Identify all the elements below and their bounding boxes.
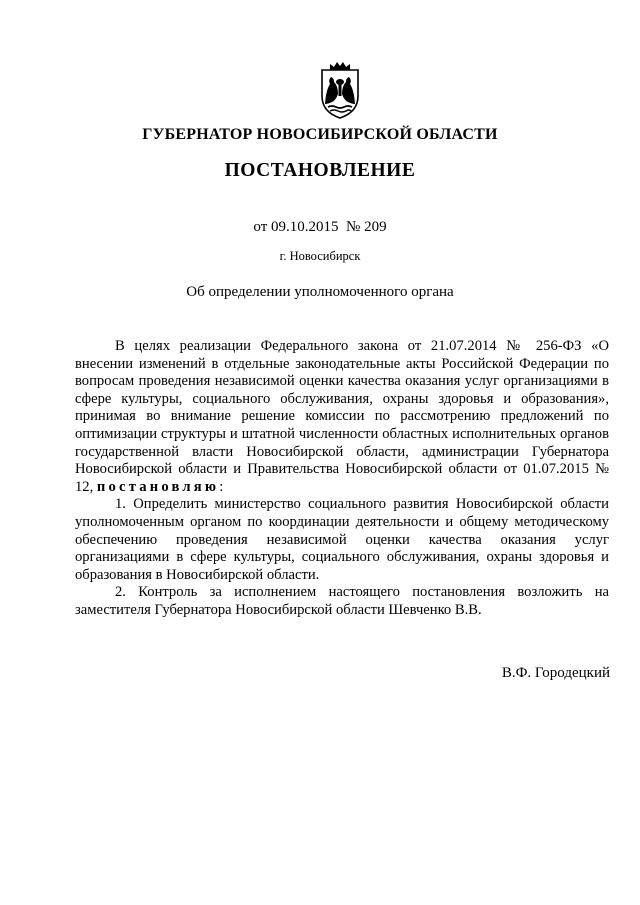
preamble-paragraph xyxy=(75,338,609,496)
coat-of-arms-icon xyxy=(316,60,364,120)
document-number: 209 xyxy=(364,219,387,235)
date-prefix: от xyxy=(253,219,268,235)
decree-suffix: : xyxy=(219,478,224,495)
document-subject: Об определении уполномоченного органа xyxy=(186,284,454,300)
document-type: ПОСТАНОВЛЕНИЕ xyxy=(224,160,416,181)
signature-name: В.Ф. Городецкий xyxy=(501,665,610,681)
document-body xyxy=(75,338,609,620)
preamble-text: В целях реализации Федерального закона от 21.07.2014 № 256-ФЗ «О внесении изменений в отдельные законодательные акты Российской Федерации по вопросам проведения независимой оценки качества оказания услуг организациями в сфере культуры, социального обслуживания, охраны здоровья и образования», принимая во внимание решение комиссии по рассмотрению предложений по оптимизации структуры и штатной численности областных исполнительных органов государственной власти Новосибирской области, администрации Губернатора Новосибирской области и Правительства Новосибирской области от 01.07.2015 № 12, xyxy=(75,338,609,495)
document-date: 09.10.2015 xyxy=(271,219,339,235)
decree-word: постановляю xyxy=(96,478,220,495)
date-number-line xyxy=(0,219,640,236)
item-1-paragraph: 1. Определить министерство социального развития Новосибирской области уполномоченным органом по координации деятельности и общему методическому обеспечению проведения независимой оценки качества оказания услуг организациями в сфере культуры, социального обслуживания, охраны здоровья и образования в Новосибирской области. xyxy=(75,496,609,583)
number-prefix: № xyxy=(346,219,361,235)
issuer-title: ГУБЕРНАТОР НОВОСИБИРСКОЙ ОБЛАСТИ xyxy=(142,126,498,143)
city-line: г. Новосибирск xyxy=(279,249,361,263)
item-2-paragraph: 2. Контроль за исполнением настоящего постановления возложить на заместителя Губернатора Новосибирской области Шевченко В.В. xyxy=(75,584,609,618)
